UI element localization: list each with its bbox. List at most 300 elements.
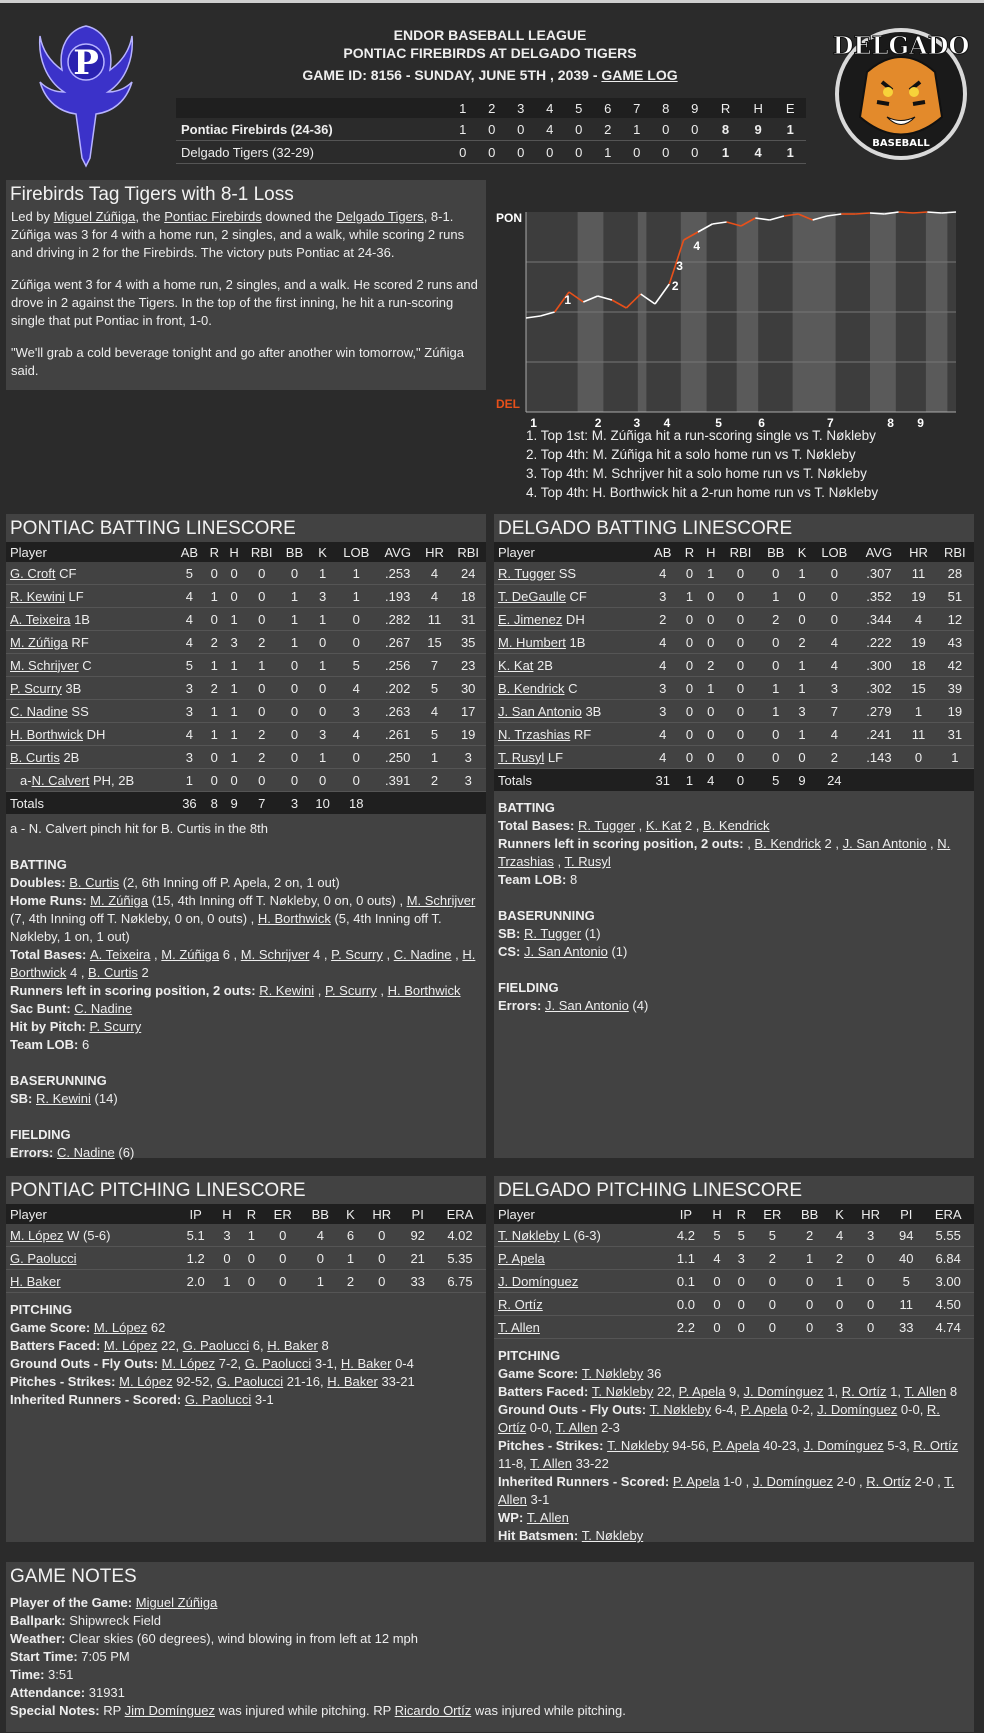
column-header: IP	[667, 1204, 705, 1224]
stat-cell: 3	[812, 677, 856, 700]
column-header: R	[239, 1204, 263, 1224]
player-row	[494, 562, 974, 585]
player-link[interactable]: R. Ortíz	[866, 1474, 912, 1489]
delgado-batting-title: DELGADO BATTING LINESCORE	[498, 518, 793, 539]
linescore-cell: 8	[709, 118, 742, 141]
player-link[interactable]: J. San Antonio	[842, 836, 927, 851]
stat-cell: 2	[204, 631, 224, 654]
player-link[interactable]: T. Allen	[498, 1474, 955, 1507]
label: Start Time:	[10, 1649, 78, 1664]
stat-cell: 3	[174, 700, 204, 723]
stat-cell: 19	[450, 723, 486, 746]
chart-notes	[526, 426, 976, 502]
player-link[interactable]: N. Calvert	[31, 772, 90, 788]
column-header: HR	[362, 1204, 401, 1224]
player-position: RF	[570, 726, 592, 742]
chart-note: 3. Top 4th: M. Schrijver hit a solo home run vs T. Nøkleby	[526, 466, 867, 481]
stat-cell: 0	[851, 1247, 890, 1270]
player-link[interactable]: J. San Antonio	[544, 998, 629, 1013]
player-link[interactable]: P. Scurry	[324, 983, 377, 998]
column-header: PI	[401, 1204, 433, 1224]
stat-cell: 5	[419, 677, 451, 700]
player-link[interactable]: H. Baker	[267, 1338, 318, 1353]
pitching-heading: PITCHING	[498, 1348, 561, 1363]
linescore-cell: 0	[477, 141, 506, 164]
player-link[interactable]: M. Zúñiga	[10, 634, 68, 650]
player-position: 2B	[59, 749, 80, 765]
player-link[interactable]: H. Baker	[340, 1356, 392, 1371]
totals-cell: 10	[309, 792, 335, 815]
stat-cell: 5	[729, 1224, 753, 1247]
player-link[interactable]: M. Humbert	[498, 634, 566, 650]
stat-cell: 1	[309, 562, 335, 585]
stat-cell: 1	[792, 677, 812, 700]
story-text: , 8-1. Zúñiga was 3 for 4 with a home run, 2 singles, and a walk, while scoring 2 runs and driving in 2 for the Firebirds. The victory puts Pontiac at 24-36.	[11, 209, 465, 260]
player-position: 1B	[70, 611, 90, 627]
stat-cell: 92	[401, 1224, 433, 1247]
player-cell	[6, 746, 174, 769]
player-link[interactable]: B. Curtis	[69, 875, 120, 890]
stat-cell: 19	[901, 631, 935, 654]
player-link[interactable]: T. Allen	[526, 1510, 569, 1525]
stat-cell: 0	[279, 700, 309, 723]
errors-line: Errors: J. San Antonio (4)	[498, 998, 649, 1013]
player-link[interactable]: T. Nøkleby	[649, 1402, 712, 1417]
team-link[interactable]: Delgado Tigers	[336, 209, 424, 224]
player-link[interactable]: R. Ortíz	[841, 1384, 887, 1399]
stat-cell: 1	[901, 700, 935, 723]
stat-cell: 1	[760, 700, 792, 723]
inning-tick-label: 6	[758, 416, 765, 430]
linescore-cell: 0	[564, 141, 593, 164]
baserunning-heading: BASERUNNING	[498, 908, 595, 923]
stat-cell: 23	[450, 654, 486, 677]
stat-cell: 17	[450, 700, 486, 723]
stat-cell: 0	[700, 608, 721, 631]
stat-cell: 7	[419, 654, 451, 677]
player-link[interactable]: B. Curtis	[10, 749, 60, 765]
stat-cell: 0	[851, 1293, 890, 1316]
player-link[interactable]: K. Kat	[498, 657, 534, 673]
player-link[interactable]: N. Trzashias	[498, 836, 951, 869]
stat-cell: 1	[309, 654, 335, 677]
stat-cell: 1	[336, 562, 377, 585]
player-link[interactable]: R. Ortíz	[913, 1438, 959, 1453]
player-link[interactable]: M. López	[161, 1356, 216, 1371]
label: Weather:	[10, 1631, 66, 1646]
stat-cell: 5	[705, 1224, 729, 1247]
player-link[interactable]: M. Schrijver	[406, 893, 476, 908]
player-link[interactable]: T. Rusyl	[498, 749, 545, 765]
player-row	[494, 1293, 974, 1316]
home-runs-line: Home Runs: M. Zúñiga (15, 4th Inning off T. Nøkleby, 0 on, 0 outs) , M. Schrijver (7, 4th Inning off T. Nøkleby, 0 on, 0 outs) , H. Borthwick (5, 4th Inning off T. Nøkleby, 1 on, 1 out)	[10, 893, 476, 944]
inning-header: 5	[564, 98, 593, 118]
column-header: BB	[302, 1204, 339, 1224]
player-position: W (5-6)	[63, 1227, 111, 1243]
player-link[interactable]: R. Ortíz	[498, 1296, 543, 1312]
player-link[interactable]: T. Allen	[530, 1456, 572, 1471]
linescore-cell: 4	[742, 141, 775, 164]
player-link[interactable]: E. Jimenez	[498, 611, 563, 627]
player-link[interactable]: B. Kendrick	[703, 818, 770, 833]
team-name: Pontiac Firebirds (24-36)	[176, 118, 448, 141]
pontiac-batting-box	[6, 514, 486, 1158]
column-header: HR	[419, 542, 451, 562]
stat-cell: .253	[377, 562, 419, 585]
player-link[interactable]: H. Borthwick	[257, 911, 331, 926]
value: Shipwreck Field	[65, 1613, 162, 1628]
player-link[interactable]: C. Nadine	[56, 1145, 115, 1160]
player-link[interactable]: Miguel Zúñiga	[53, 209, 136, 224]
stat-cell: 4	[812, 631, 856, 654]
stat-cell: .263	[377, 700, 419, 723]
player-link[interactable]: R. Tugger	[524, 926, 582, 941]
player-link[interactable]: B. Kendrick	[498, 680, 565, 696]
stat-cell: 4	[174, 723, 204, 746]
inning-header: 3	[506, 98, 535, 118]
pontiac-pitching-title: PONTIAC PITCHING LINESCORE	[10, 1180, 306, 1201]
attendance-line	[6, 1684, 974, 1702]
player-link[interactable]: M. Zúñiga	[90, 893, 148, 908]
stat-cell: 1	[204, 700, 224, 723]
player-link[interactable]: J. Domínguez	[743, 1384, 824, 1399]
team-name: Delgado Tigers (32-29)	[176, 141, 448, 164]
stat-cell: 0	[721, 746, 759, 769]
stat-cell: 0	[753, 1316, 791, 1339]
stat-cell: 4.50	[922, 1293, 974, 1316]
linescore-cell: 0	[506, 118, 535, 141]
player-cell	[6, 608, 174, 631]
player-position: CF	[565, 588, 587, 604]
doubles-line: Doubles: B. Curtis (2, 6th Inning off P. Apela, 2 on, 1 out)	[10, 875, 340, 890]
player-link[interactable]: R. Kewini	[10, 588, 65, 604]
stat-cell: 1	[215, 1270, 239, 1293]
home-team-label: DEL	[496, 397, 520, 411]
linescore-cell: 0	[506, 141, 535, 164]
win-prob-segment	[942, 212, 956, 213]
player-link[interactable]: P. Scurry	[10, 680, 62, 696]
stat-cell: 2.0	[177, 1270, 215, 1293]
player-link[interactable]: P. Scurry	[331, 947, 383, 962]
stat-cell: 0	[721, 585, 759, 608]
column-header: HR	[851, 1204, 890, 1224]
player-link[interactable]: A. Teixeira	[10, 611, 71, 627]
matchup-title: PONTIAC FIREBIRDS AT DELGADO TIGERS	[343, 45, 637, 61]
player-row	[494, 677, 974, 700]
event-marker: 2	[671, 279, 679, 293]
stat-cell: 3	[450, 746, 486, 769]
player-link[interactable]: T. Allen	[904, 1384, 947, 1399]
stat-cell: .193	[377, 585, 419, 608]
stat-cell: 33	[890, 1316, 922, 1339]
column-header: LOB	[336, 542, 377, 562]
stat-cell: 35	[450, 631, 486, 654]
player-link[interactable]: T. Allen	[498, 1319, 540, 1335]
player-link[interactable]: G. Paolucci	[216, 1374, 284, 1389]
stat-cell: 0	[721, 654, 759, 677]
player-link[interactable]: H. Baker	[10, 1273, 61, 1289]
player-position: C	[78, 657, 92, 673]
player-link[interactable]: T. Nøkleby	[591, 1384, 654, 1399]
player-link[interactable]: G. Paolucci	[244, 1356, 312, 1371]
stat-cell: 0	[760, 562, 792, 585]
stat-cell: 15	[419, 631, 451, 654]
player-cell	[494, 585, 647, 608]
stat-cell: 0	[244, 562, 280, 585]
player-link[interactable]: B. Kendrick	[754, 836, 821, 851]
chart-note: 2. Top 4th: M. Zúñiga hit a solo home run vs T. Nøkleby	[526, 447, 856, 462]
batters-faced-line: Batters Faced: T. Nøkleby 22, P. Apela 9, J. Domínguez 1, R. Ortíz 1, T. Allen 8	[498, 1384, 958, 1399]
player-link[interactable]: P. Apela	[672, 1474, 720, 1489]
linescore-row	[176, 118, 806, 141]
player-cell	[6, 1247, 177, 1270]
column-header: BB	[760, 542, 792, 562]
chart-note: 4. Top 4th: H. Borthwick hit a 2-run home run vs T. Nøkleby	[526, 485, 879, 500]
player-link[interactable]: T. DeGaulle	[498, 588, 566, 604]
stat-cell: 3	[174, 746, 204, 769]
pitches-strikes-line: Pitches - Strikes: M. López 92-52, G. Paolucci 21-16, H. Baker 33-21	[10, 1374, 415, 1389]
game-notes	[6, 1562, 974, 1732]
player-link[interactable]: J. Domínguez	[817, 1402, 898, 1417]
stat-cell: 0	[309, 769, 335, 792]
stat-cell: 0	[700, 585, 721, 608]
totals-cell	[901, 769, 935, 792]
player-link[interactable]: P. Apela	[740, 1402, 788, 1417]
player-link[interactable]: C. Nadine	[393, 947, 452, 962]
stat-cell: 1	[302, 1270, 339, 1293]
player-position: CF	[55, 565, 77, 581]
delgado-pitching-title: DELGADO PITCHING LINESCORE	[498, 1180, 803, 1201]
player-link[interactable]: P. Scurry	[89, 1019, 142, 1034]
player-link[interactable]: J. Domínguez	[803, 1438, 884, 1453]
stat-cell: 0	[679, 654, 700, 677]
stat-cell: 0	[792, 585, 812, 608]
player-link[interactable]: M. Zúñiga	[161, 947, 220, 962]
player-position: 3B	[61, 680, 82, 696]
stat-cell: 5	[336, 654, 377, 677]
totals-cell: Totals	[6, 792, 174, 815]
stat-cell: 0	[721, 677, 759, 700]
stat-cell: 2	[204, 677, 224, 700]
sb-line: SB: R. Kewini (14)	[10, 1091, 118, 1106]
stat-cell: 0	[362, 1270, 401, 1293]
stat-cell: 0	[279, 746, 309, 769]
player-link[interactable]: Ricardo Ortíz	[394, 1703, 472, 1718]
stat-cell: 0	[279, 677, 309, 700]
stat-cell: 4.2	[667, 1224, 705, 1247]
player-link[interactable]: G. Paolucci	[182, 1338, 250, 1353]
player-link[interactable]: R. Kewini	[36, 1091, 91, 1106]
stat-cell: 1	[309, 746, 335, 769]
player-cell	[494, 631, 647, 654]
linescore-cell: 4	[535, 118, 564, 141]
sac-bunt-line: Sac Bunt: C. Nadine	[10, 1001, 133, 1016]
player-position: 1B	[565, 634, 586, 650]
player-link[interactable]: T. Rusyl	[564, 854, 611, 869]
player-link[interactable]: T. Nøkleby	[581, 1528, 644, 1543]
player-link[interactable]: P. Apela	[678, 1384, 726, 1399]
player-cell	[494, 654, 647, 677]
linescore-cell: 1	[709, 141, 742, 164]
game-id-line	[250, 66, 730, 84]
total-bases-line: Total Bases: A. Teixeira , M. Zúñiga 6 , M. Schrijver 4 , P. Scurry , C. Nadine , H. Borthwick 4 , B. Curtis 2	[10, 947, 476, 980]
inning-header: E	[774, 98, 806, 118]
stat-cell: 21	[401, 1247, 433, 1270]
player-position: RF	[67, 634, 89, 650]
player-link[interactable]: K. Kat	[645, 818, 682, 833]
player-cell	[6, 1270, 177, 1293]
player-link[interactable]: A. Teixeira	[89, 947, 151, 962]
player-link[interactable]: M. Schrijver	[10, 657, 79, 673]
team-lob-line: Team LOB: 6	[10, 1037, 90, 1052]
player-link[interactable]: R. Tugger	[498, 565, 556, 581]
player-row	[494, 723, 974, 746]
stat-cell: 18	[450, 585, 486, 608]
player-link[interactable]: M. López	[10, 1227, 64, 1243]
player-link[interactable]: M. López	[119, 1374, 173, 1389]
label: Ballpark:	[10, 1613, 66, 1628]
total-bases-line: Total Bases: R. Tugger , K. Kat 2 , B. Kendrick	[498, 818, 770, 833]
player-link[interactable]: G. Paolucci	[10, 1250, 77, 1266]
stat-cell: 2	[828, 1247, 851, 1270]
linescore-cell: 1	[622, 118, 651, 141]
stat-cell: 0	[336, 608, 377, 631]
player-link[interactable]: C. Nadine	[10, 703, 68, 719]
player-link[interactable]: T. Nøkleby	[607, 1438, 669, 1453]
stat-cell: 51	[936, 585, 974, 608]
player-link[interactable]: R. Ortíz	[498, 1402, 940, 1435]
stat-cell: 0	[851, 1316, 890, 1339]
player-position: 2B	[533, 657, 553, 673]
fielding-heading: FIELDING	[498, 980, 559, 995]
totals-cell: 24	[812, 769, 856, 792]
stat-cell: 3	[647, 677, 679, 700]
player-link[interactable]: H. Borthwick	[10, 726, 83, 742]
game-log-link[interactable]: GAME LOG	[601, 67, 678, 83]
column-header: RBI	[721, 542, 759, 562]
stat-cell: 0	[705, 1316, 729, 1339]
stat-cell: 1	[792, 723, 812, 746]
player-link[interactable]: N. Trzashias	[498, 726, 571, 742]
player-row	[494, 1316, 974, 1339]
linescore-cell: 1	[448, 118, 477, 141]
stat-cell: 4	[705, 1247, 729, 1270]
stat-cell: 2	[339, 1270, 362, 1293]
stat-cell: 6	[339, 1224, 362, 1247]
top-nav-bar[interactable]	[0, 0, 984, 3]
player-link[interactable]: T. Nøkleby	[498, 1227, 560, 1243]
stat-cell: .307	[856, 562, 901, 585]
player-link[interactable]: T. Allen	[555, 1420, 598, 1435]
stat-cell: 4	[419, 562, 451, 585]
inning-tick-label: 7	[827, 416, 834, 430]
stat-cell: 1	[339, 1247, 362, 1270]
stat-cell: 0	[812, 608, 856, 631]
stat-cell: 3	[792, 700, 812, 723]
player-row	[6, 723, 486, 746]
player-link[interactable]: P. Apela	[712, 1438, 760, 1453]
stat-cell: .241	[856, 723, 901, 746]
game-notes-title: GAME NOTES	[10, 1566, 137, 1587]
stat-cell: 1	[700, 562, 721, 585]
pitches-strikes-line: Pitches - Strikes: T. Nøkleby 94-56, P. Apela 40-23, J. Domínguez 5-3, R. Ortíz 11-8, T. Allen 33-22	[498, 1438, 959, 1471]
linescore-cell: 1	[593, 141, 622, 164]
player-cell	[494, 700, 647, 723]
stat-cell: 1	[936, 746, 974, 769]
totals-cell: 36	[174, 792, 204, 815]
player-link[interactable]: M. López	[103, 1338, 158, 1353]
player-link[interactable]: Miguel Zúñiga	[135, 1595, 218, 1610]
stat-cell: 0	[224, 769, 244, 792]
linescore-cell: 0	[622, 141, 651, 164]
player-link[interactable]: B. Curtis	[88, 965, 138, 980]
player-link[interactable]: R. Tugger	[577, 818, 636, 833]
game-id-text: GAME ID: 8156 - SUNDAY, JUNE 5TH , 2039 -	[302, 67, 598, 83]
player-link[interactable]: G. Croft	[10, 565, 56, 581]
stat-cell: 0	[279, 723, 309, 746]
game-linescore	[176, 98, 806, 164]
player-link[interactable]: M. López	[93, 1320, 148, 1335]
player-link[interactable]: H. Baker	[327, 1374, 378, 1389]
column-header: K	[309, 542, 335, 562]
player-position: DH	[82, 726, 106, 742]
stat-cell: 3	[215, 1224, 239, 1247]
stat-cell: 6.75	[434, 1270, 486, 1293]
linescore-cell: 0	[477, 118, 506, 141]
stat-cell: 4	[647, 654, 679, 677]
player-link[interactable]: H. Borthwick	[10, 947, 476, 980]
stat-cell: 0	[204, 562, 224, 585]
player-link[interactable]: R. Kewini	[259, 983, 315, 998]
stat-cell: 43	[936, 631, 974, 654]
pinch-hit-note: a - N. Calvert pinch hit for B. Curtis in the 8th	[10, 821, 268, 836]
value: Clear skies (60 degrees), wind blowing in from left at 12 mph	[65, 1631, 418, 1646]
column-header: LOB	[812, 542, 856, 562]
stat-cell: 0	[244, 700, 280, 723]
team-link[interactable]: Pontiac Firebirds	[164, 209, 262, 224]
column-header: R	[729, 1204, 753, 1224]
stat-cell: 4.02	[434, 1224, 486, 1247]
player-link[interactable]: Jim Domínguez	[124, 1703, 215, 1718]
player-row	[494, 1270, 974, 1293]
stat-cell: 4	[419, 700, 451, 723]
inning-tick-label: 5	[715, 416, 722, 430]
stat-cell: 0	[792, 746, 812, 769]
pontiac-batting-title: PONTIAC BATTING LINESCORE	[10, 518, 296, 539]
player-link[interactable]: J. San Antonio	[524, 944, 608, 959]
stat-cell: 5	[419, 723, 451, 746]
player-link[interactable]: C. Nadine	[74, 1001, 133, 1016]
player-link[interactable]: G. Paolucci	[184, 1392, 252, 1407]
player-link[interactable]: J. Domínguez	[498, 1273, 579, 1289]
linescore-cell: 9	[742, 118, 775, 141]
stat-cell: 0	[264, 1247, 302, 1270]
stat-cell: 0	[224, 562, 244, 585]
stat-cell: 94	[890, 1224, 922, 1247]
player-link[interactable]: H. Borthwick	[387, 983, 461, 998]
stat-cell: 5	[753, 1224, 791, 1247]
player-link[interactable]: P. Apela	[498, 1250, 545, 1266]
player-link[interactable]: J. Domínguez	[752, 1474, 834, 1489]
player-cell	[6, 723, 174, 746]
win-prob-segment	[870, 213, 884, 214]
player-row	[6, 1270, 486, 1293]
player-link[interactable]: T. Nøkleby	[581, 1366, 644, 1381]
stat-cell: .261	[377, 723, 419, 746]
player-link[interactable]: J. San Antonio	[498, 703, 582, 719]
inning-header: 9	[680, 98, 709, 118]
player-link[interactable]: M. Schrijver	[240, 947, 310, 962]
